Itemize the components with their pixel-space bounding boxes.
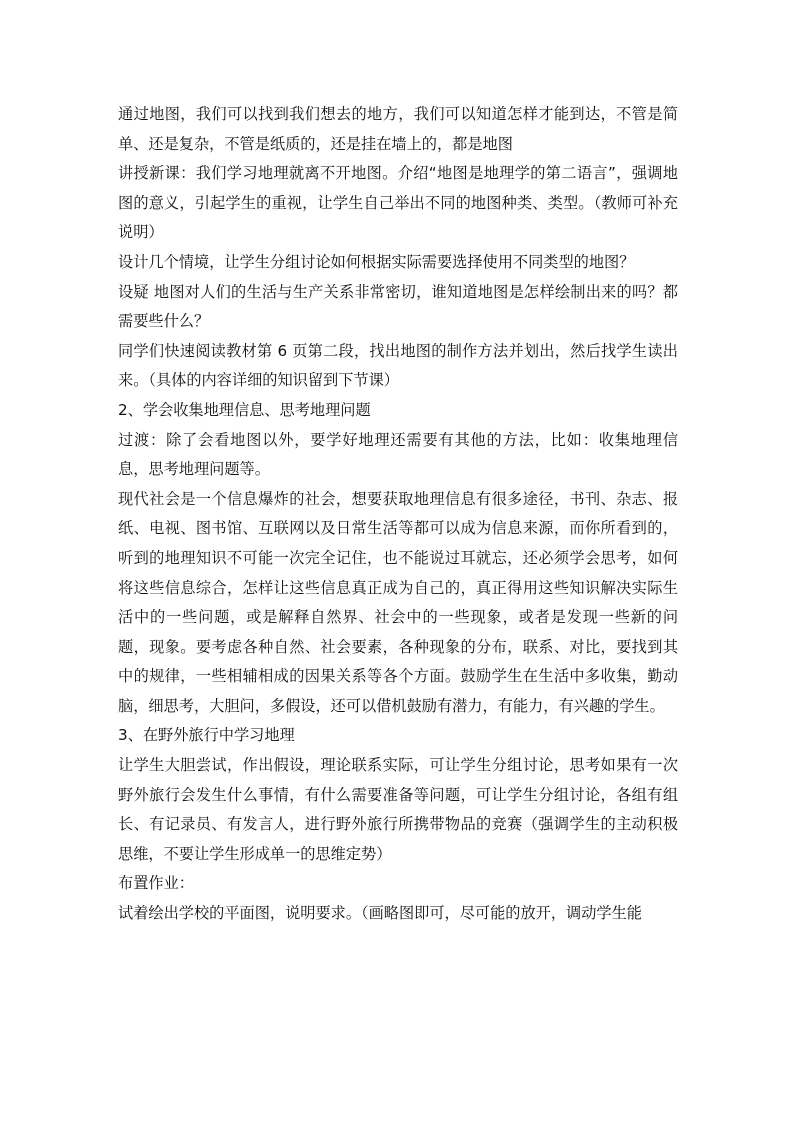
paragraph-reading: 同学们快速阅读教材第 6 页第二段，找出地图的制作方法并划出，然后找学生读出来。（具体的内容详细的知识留到下节课） — [118, 341, 678, 390]
paragraph-new-lesson: 讲授新课：我们学习地理就离不开地图。介绍“地图是地理学的第二语言”，强调地图的意义，引起学生的重视，让学生自己举出不同的地图种类、类型。（教师可补充说明） — [118, 164, 678, 242]
paragraph-information: 现代社会是一个信息爆炸的社会，想要获取地理信息有很多途径，书刊、杂志、报纸、电视、图书馆、互联网以及日常生活等都可以成为信息来源，而你所看到的，听到的地理知识不可能一次完全记住，也不能说过耳就忘，还必须学会思考，如何将这些信息综合，怎样让这些信息真正成为自己的，真正得用这些知识解决实际生活中的一些问题，或是解释自然界、社会中的一些现象，或者是发现一些新的问题，现象。要考虑各种自然、社会要素，各种现象的分布，联系、对比，要找到其中的规律，一些相辅相成的因果关系等各个方面。鼓励学生在生活中多收集，勤动脑，细思考，大胆问，多假设，还可以借机鼓励有潜力，有能力，有兴趣的学生。 — [118, 489, 678, 715]
paragraph-question: 设疑 地图对人们的生活与生产关系非常密切，谁知道地图是怎样绘制出来的吗？都需要些什么？ — [118, 282, 678, 331]
paragraph-homework: 试着绘出学校的平面图，说明要求。（画略图即可，尽可能的放开，调动学生能 — [118, 904, 642, 923]
paragraph-field-trip: 让学生大胆尝试，作出假设，理论联系实际，可让学生分组讨论，思考如果有一次野外旅行会发生什么事情，有什么需要准备等问题，可让学生分组讨论，各组有组长、有记录员、有发言人，进行野外旅行所携带物品的竞赛（强调学生的主动积极思维，不要让学生形成单一的思维定势） — [118, 756, 678, 863]
section-heading-3: 3、在野外旅行中学习地理 — [118, 726, 295, 745]
homework-heading: 布置作业： — [118, 874, 194, 893]
paragraph-situations: 设计几个情境，让学生分组讨论如何根据实际需要选择使用不同类型的地图？ — [118, 252, 635, 271]
document-page — [118, 100, 678, 929]
paragraph-intro-maps: 通过地图，我们可以找到我们想去的地方，我们可以知道怎样才能到达，不管是简单、还是复杂，不管是纸质的，还是挂在墙上的，都是地图 — [118, 105, 678, 153]
section-heading-2: 2、学会收集地理信息、思考地理问题 — [118, 400, 371, 419]
paragraph-transition: 过渡：除了会看地图以外，要学好地理还需要有其他的方法，比如：收集地理信息，思考地理问题等。 — [118, 430, 678, 479]
